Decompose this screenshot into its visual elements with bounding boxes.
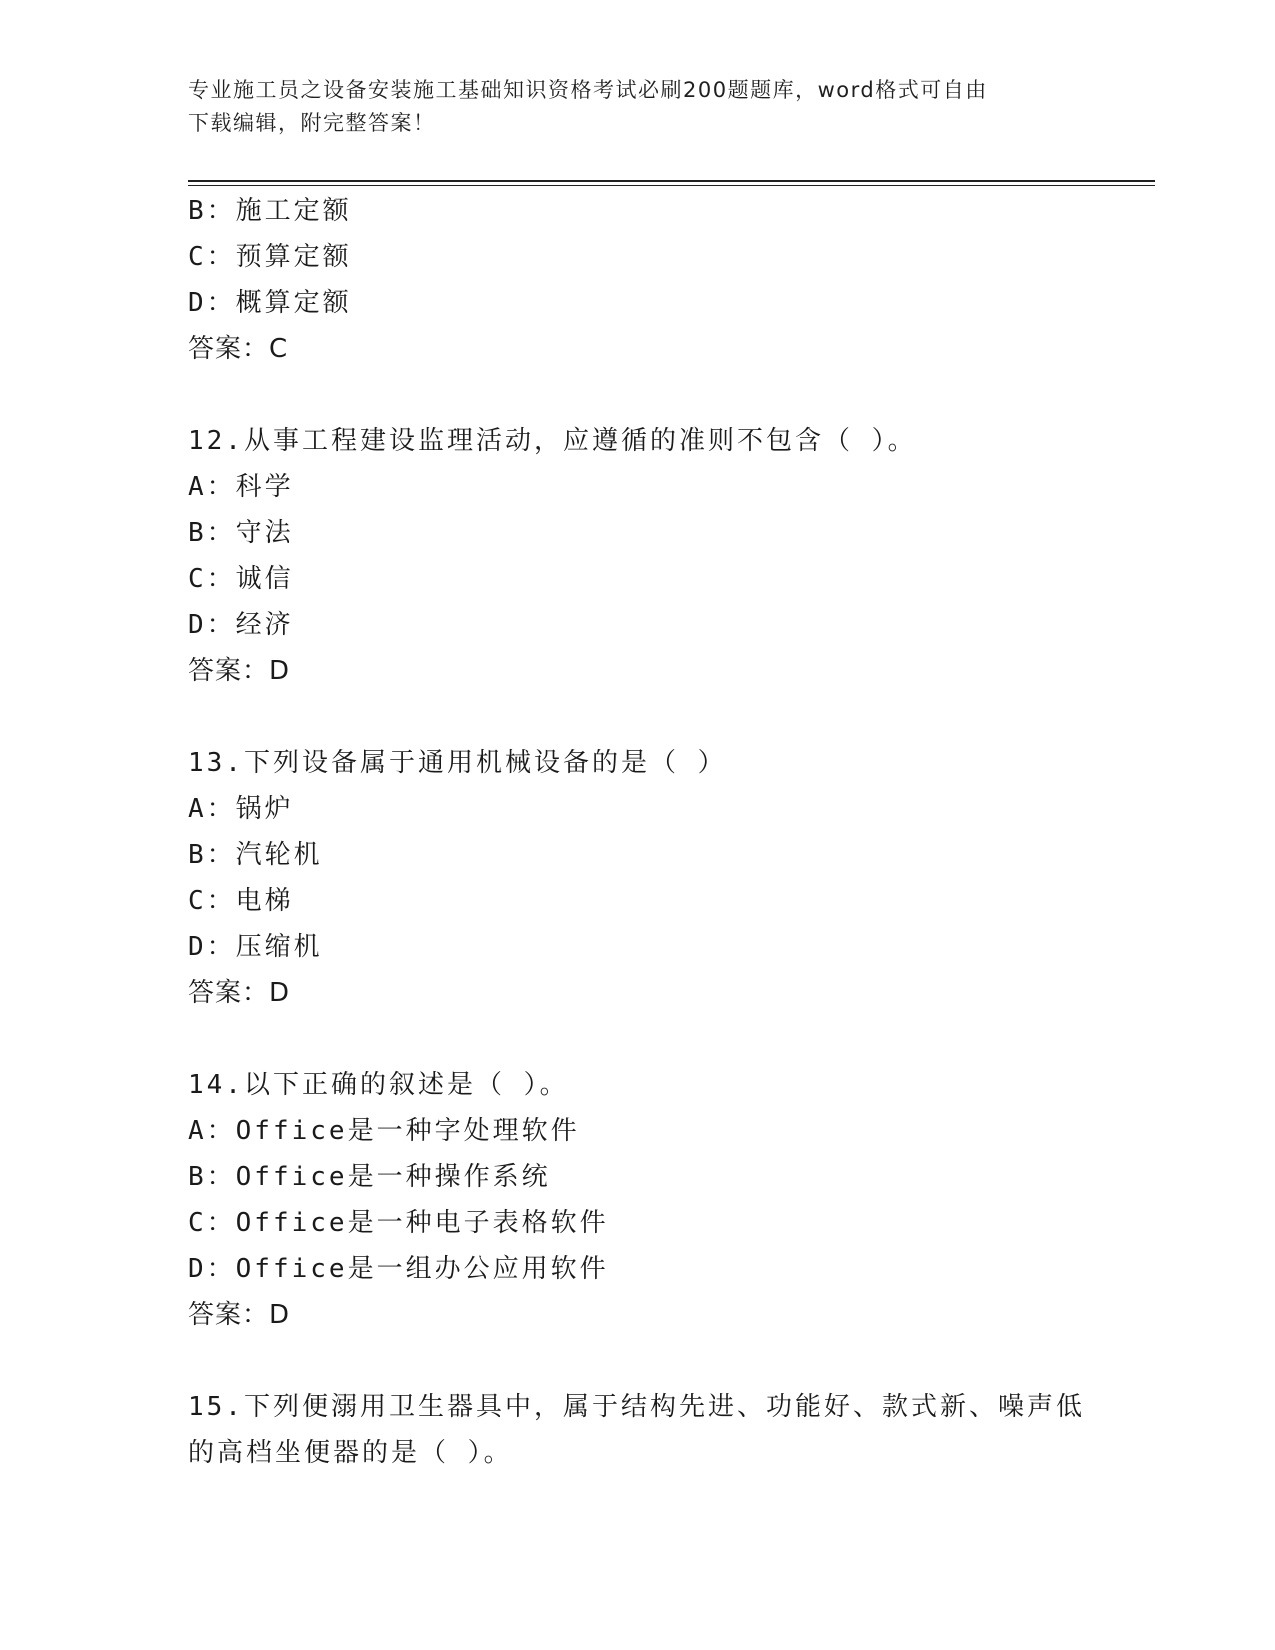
option-a: A：科学 bbox=[188, 472, 294, 502]
option-d: D：概算定额 bbox=[188, 288, 352, 318]
option-c: C：Office是一种电子表格软件 bbox=[188, 1208, 609, 1238]
question-15 bbox=[188, 1384, 1088, 1476]
header-divider-thick bbox=[188, 180, 1155, 182]
option-c: C：预算定额 bbox=[188, 242, 352, 272]
answer: 答案：D bbox=[188, 978, 291, 1008]
question-14 bbox=[188, 1062, 1088, 1338]
question-text: 12.从事工程建设监理活动，应遵循的准则不包含（ ）。 bbox=[188, 426, 917, 456]
question-text: 13.下列设备属于通用机械设备的是（ ） bbox=[188, 748, 727, 778]
option-d: D：Office是一组办公应用软件 bbox=[188, 1254, 609, 1284]
question-13 bbox=[188, 740, 1088, 1016]
option-a: A：Office是一种字处理软件 bbox=[188, 1116, 580, 1146]
option-c: C：诚信 bbox=[188, 564, 294, 594]
question-12 bbox=[188, 418, 1088, 694]
question-text: 14.以下正确的叙述是（ ）。 bbox=[188, 1070, 569, 1100]
answer: 答案：C bbox=[188, 334, 289, 364]
question-text-line-1: 15.下列便溺用卫生器具中，属于结构先进、功能好、款式新、噪声低 bbox=[188, 1392, 1085, 1422]
answer: 答案：D bbox=[188, 656, 291, 686]
option-d: D：压缩机 bbox=[188, 932, 323, 962]
document-header bbox=[188, 74, 1068, 140]
option-d: D：经济 bbox=[188, 610, 294, 640]
option-b: B：施工定额 bbox=[188, 196, 352, 226]
option-b: B：守法 bbox=[188, 518, 294, 548]
header-line-1: 专业施工员之设备安装施工基础知识资格考试必刷200题题库，word格式可自由 bbox=[188, 78, 988, 102]
option-b: B：汽轮机 bbox=[188, 840, 323, 870]
answer: 答案：D bbox=[188, 1300, 291, 1330]
question-11 bbox=[188, 188, 1088, 372]
option-c: C：电梯 bbox=[188, 886, 294, 916]
option-b: B：Office是一种操作系统 bbox=[188, 1162, 551, 1192]
question-text-line-2: 的高档坐便器的是（ ）。 bbox=[188, 1438, 513, 1468]
question-list bbox=[188, 188, 1088, 1476]
header-divider-thin bbox=[188, 185, 1155, 186]
option-a: A：锅炉 bbox=[188, 794, 294, 824]
header-line-2: 下载编辑，附完整答案！ bbox=[188, 111, 436, 135]
